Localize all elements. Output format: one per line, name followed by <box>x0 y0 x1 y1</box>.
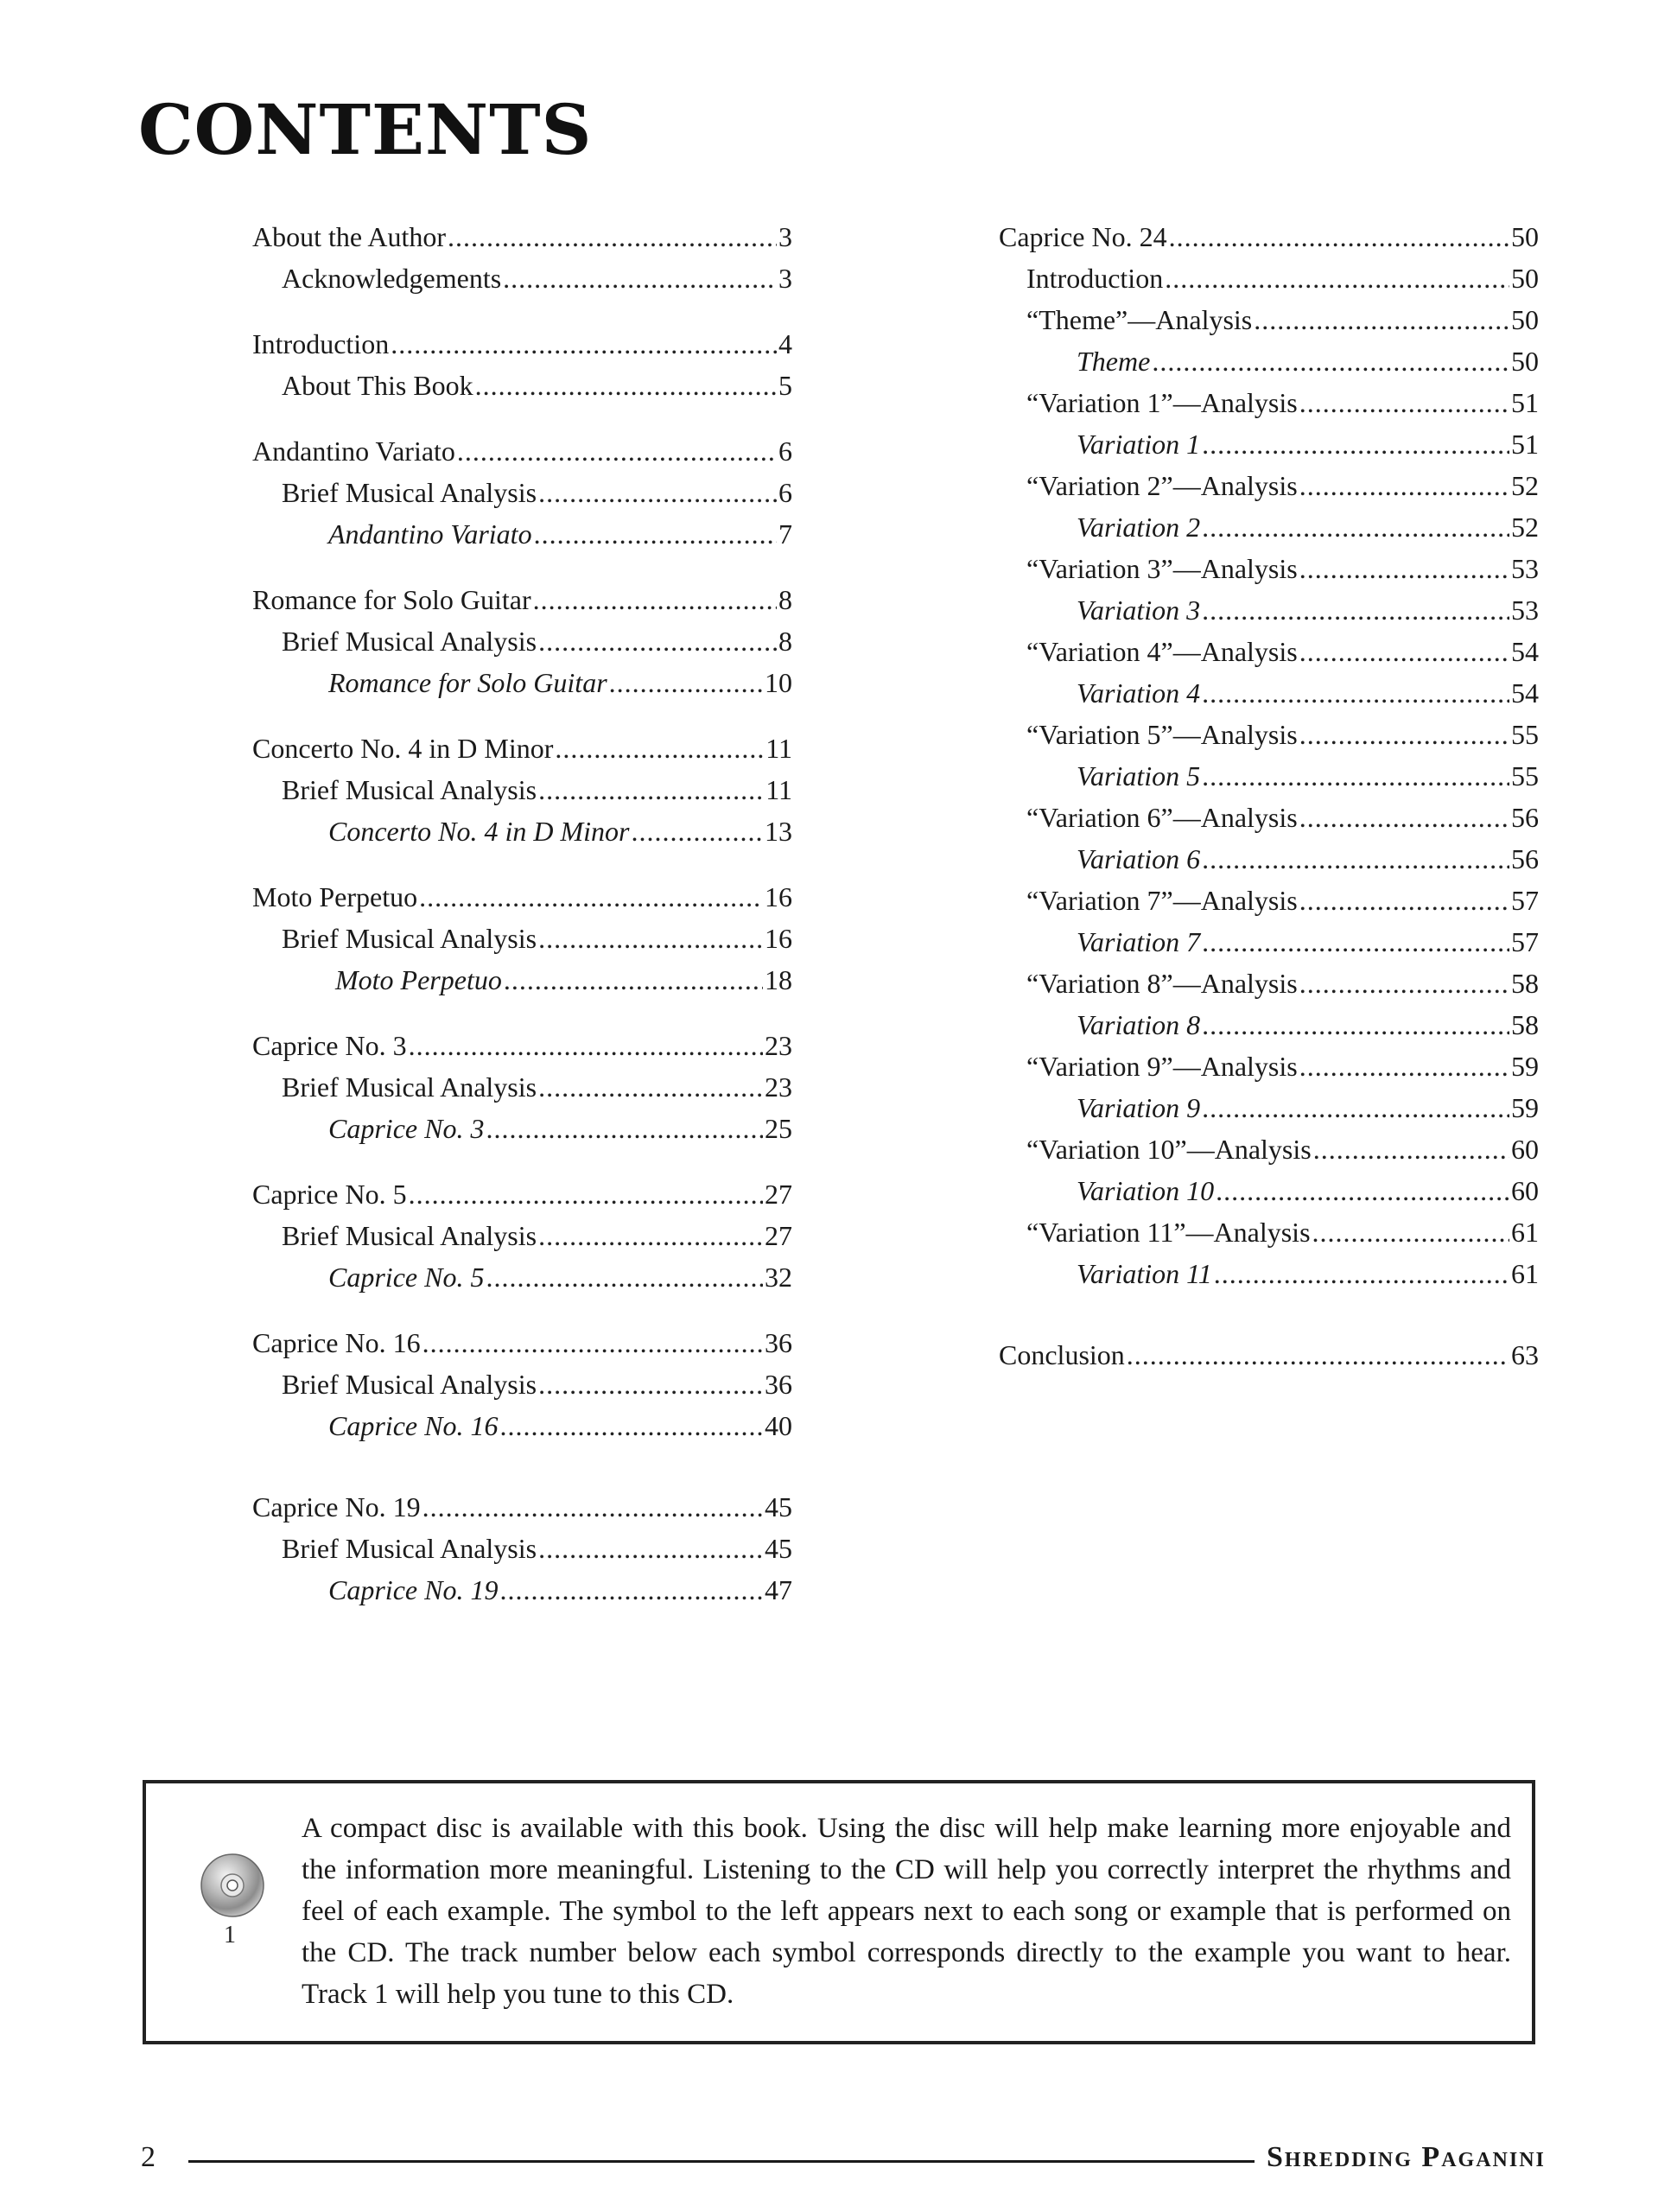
dot-leader <box>1299 465 1509 506</box>
toc-entry[interactable] <box>252 918 792 959</box>
toc-entry[interactable] <box>999 672 1539 714</box>
toc-entry-label: Variation 3 <box>1077 594 1201 626</box>
dot-leader <box>422 1322 763 1363</box>
dot-leader <box>631 810 763 852</box>
toc-entry-label: “Variation 11”—Analysis <box>1026 1217 1311 1248</box>
toc-entry-page: 56 <box>1511 843 1539 874</box>
dot-leader <box>555 728 764 769</box>
toc-entry[interactable] <box>999 299 1539 340</box>
dot-leader <box>538 472 777 513</box>
toc-entry[interactable] <box>252 876 792 918</box>
toc-entry-label: Andantino Variato <box>252 435 455 467</box>
toc-entry-label: Caprice No. 3 <box>252 1030 407 1061</box>
toc-entry[interactable] <box>999 963 1539 1004</box>
dot-leader <box>1299 1046 1509 1087</box>
toc-entry[interactable] <box>252 1025 792 1066</box>
toc-entry-page: 57 <box>1511 885 1539 916</box>
toc-entry[interactable] <box>252 959 792 1001</box>
toc-entry-page: 51 <box>1511 387 1539 418</box>
toc-entry-label: Caprice No. 19 <box>328 1574 499 1605</box>
toc-entry-page: 6 <box>778 477 792 508</box>
toc-entry[interactable] <box>252 1486 792 1528</box>
toc-entry-page: 16 <box>765 881 792 912</box>
toc-left-column <box>252 216 792 1611</box>
page-number: 2 <box>141 2141 156 2173</box>
toc-entry-page: 3 <box>778 221 792 252</box>
toc-entry[interactable] <box>252 1405 792 1446</box>
toc-entry[interactable] <box>999 382 1539 423</box>
dot-leader <box>448 216 777 257</box>
toc-entry-label: Brief Musical Analysis <box>282 1220 537 1251</box>
toc-entry[interactable] <box>252 472 792 513</box>
toc-entry[interactable] <box>999 1087 1539 1128</box>
toc-entry-page: 25 <box>765 1113 792 1144</box>
toc-entry[interactable] <box>252 1173 792 1215</box>
toc-entry-page: 27 <box>765 1220 792 1251</box>
toc-entry-page: 59 <box>1511 1092 1539 1123</box>
toc-entry-page: 11 <box>765 733 792 764</box>
toc-entry-page: 16 <box>765 923 792 954</box>
toc-entry-label: Acknowledgements <box>282 263 502 294</box>
page-title: CONTENTS <box>138 89 593 170</box>
footer-rule <box>188 2160 1255 2163</box>
dot-leader <box>1254 299 1509 340</box>
toc-entry-page: 8 <box>778 626 792 657</box>
dot-leader <box>538 1363 763 1405</box>
toc-entry-label: “Variation 1”—Analysis <box>1026 387 1298 418</box>
toc-entry[interactable] <box>252 1108 792 1149</box>
toc-entry[interactable] <box>252 430 792 472</box>
toc-entry-page: 53 <box>1511 594 1539 626</box>
toc-entry[interactable] <box>252 769 792 810</box>
toc-entry[interactable] <box>252 662 792 703</box>
toc-entry[interactable] <box>252 365 792 406</box>
toc-entry-label: Introduction <box>1026 263 1164 294</box>
toc-entry-label: “Variation 8”—Analysis <box>1026 968 1298 999</box>
toc-entry-label: “Variation 5”—Analysis <box>1026 719 1298 750</box>
toc-entry-label: “Variation 2”—Analysis <box>1026 470 1298 501</box>
toc-entry-page: 4 <box>778 328 792 359</box>
dot-leader <box>486 1108 763 1149</box>
toc-entry-label: Caprice No. 24 <box>999 221 1167 252</box>
toc-entry-page: 3 <box>778 263 792 294</box>
toc-entry[interactable] <box>999 548 1539 589</box>
toc-entry-label: Caprice No. 16 <box>252 1327 421 1358</box>
toc-entry-page: 61 <box>1511 1258 1539 1289</box>
toc-entry-label: Andantino Variato <box>328 518 532 550</box>
toc-entry[interactable] <box>252 1569 792 1611</box>
dot-leader <box>1202 423 1509 465</box>
toc-entry-page: 53 <box>1511 553 1539 584</box>
dot-leader <box>1165 257 1509 299</box>
dot-leader <box>538 1066 763 1108</box>
toc-entry-label: Romance for Solo Guitar <box>252 584 531 615</box>
toc-entry-page: 50 <box>1511 263 1539 294</box>
dot-leader <box>538 769 764 810</box>
toc-entry[interactable] <box>999 216 1539 257</box>
toc-entry-label: Caprice No. 5 <box>328 1262 485 1293</box>
toc-entry[interactable] <box>999 631 1539 672</box>
toc-entry[interactable] <box>252 1363 792 1405</box>
dot-leader <box>538 620 777 662</box>
toc-entry[interactable] <box>999 589 1539 631</box>
toc-entry-label: Caprice No. 16 <box>328 1410 499 1441</box>
dot-leader <box>1169 216 1509 257</box>
toc-entry[interactable] <box>999 1211 1539 1253</box>
toc-entry-page: 63 <box>1511 1339 1539 1370</box>
toc-entry[interactable] <box>999 1004 1539 1046</box>
dot-leader <box>457 430 777 472</box>
toc-entry[interactable] <box>999 340 1539 382</box>
toc-entry-page: 60 <box>1511 1134 1539 1165</box>
toc-entry-page: 36 <box>765 1327 792 1358</box>
toc-entry[interactable] <box>252 1215 792 1256</box>
toc-entry-label: “Variation 4”—Analysis <box>1026 636 1298 667</box>
toc-entry[interactable] <box>999 797 1539 838</box>
toc-entry[interactable] <box>999 921 1539 963</box>
toc-entry-label: Variation 5 <box>1077 760 1201 791</box>
toc-entry-label: Variation 11 <box>1077 1258 1212 1289</box>
toc-entry[interactable] <box>252 323 792 365</box>
toc-entry-label: Moto Perpetuo <box>252 881 418 912</box>
toc-entry-page: 59 <box>1511 1051 1539 1082</box>
toc-entry-page: 51 <box>1511 429 1539 460</box>
toc-entry[interactable] <box>252 1322 792 1363</box>
toc-entry-label: “Variation 6”—Analysis <box>1026 802 1298 833</box>
cd-notice-box <box>143 1780 1535 2044</box>
toc-entry-label: Variation 9 <box>1077 1092 1201 1123</box>
dot-leader <box>409 1173 763 1215</box>
toc-entry[interactable] <box>252 1528 792 1569</box>
toc-entry[interactable] <box>252 216 792 257</box>
dot-leader <box>1202 1087 1509 1128</box>
dot-leader <box>1152 340 1509 382</box>
toc-entry-label: Variation 4 <box>1077 677 1201 709</box>
toc-entry-label: Introduction <box>252 328 390 359</box>
toc-entry-label: Brief Musical Analysis <box>282 774 537 805</box>
toc-entry-page: 50 <box>1511 304 1539 335</box>
dot-leader <box>1216 1170 1509 1211</box>
toc-entry-page: 6 <box>778 435 792 467</box>
dot-leader <box>1312 1211 1509 1253</box>
cd-track-number: 1 <box>224 1922 236 1948</box>
toc-entry[interactable] <box>252 810 792 852</box>
dot-leader <box>1202 589 1509 631</box>
toc-entry-label: About the Author <box>252 221 446 252</box>
toc-entry-label: Conclusion <box>999 1339 1125 1370</box>
toc-entry[interactable] <box>999 1253 1539 1294</box>
dot-leader <box>1202 506 1509 548</box>
toc-entry-label: Caprice No. 19 <box>252 1491 421 1522</box>
toc-entry-page: 36 <box>765 1369 792 1400</box>
toc-entry-page: 50 <box>1511 221 1539 252</box>
dot-leader <box>419 876 763 918</box>
toc-entry-page: 55 <box>1511 760 1539 791</box>
toc-entry[interactable] <box>999 257 1539 299</box>
dot-leader <box>1299 963 1509 1004</box>
toc-entry-label: Caprice No. 3 <box>328 1113 485 1144</box>
toc-entry[interactable] <box>252 257 792 299</box>
toc-entry-page: 27 <box>765 1179 792 1210</box>
toc-entry-page: 60 <box>1511 1175 1539 1206</box>
toc-entry-label: Variation 8 <box>1077 1009 1201 1040</box>
toc-entry-label: Brief Musical Analysis <box>282 923 537 954</box>
toc-entry-label: Brief Musical Analysis <box>282 1369 537 1400</box>
dot-leader <box>538 1528 763 1569</box>
toc-entry-page: 58 <box>1511 968 1539 999</box>
dot-leader <box>499 1569 763 1611</box>
toc-entry-label: Variation 2 <box>1077 512 1201 543</box>
dot-leader <box>609 662 763 703</box>
dot-leader <box>1313 1128 1509 1170</box>
dot-leader <box>503 257 777 299</box>
dot-leader <box>538 918 763 959</box>
dot-leader <box>391 323 777 365</box>
toc-entry-label: Brief Musical Analysis <box>282 626 537 657</box>
toc-entry-label: Theme <box>1077 346 1151 377</box>
toc-entry-label: Variation 10 <box>1077 1175 1215 1206</box>
toc-entry[interactable] <box>999 506 1539 548</box>
toc-entry[interactable] <box>999 880 1539 921</box>
toc-entry-label: Brief Musical Analysis <box>282 1071 537 1103</box>
toc-entry[interactable] <box>999 714 1539 755</box>
toc-entry[interactable] <box>999 1170 1539 1211</box>
compact-disc-icon <box>200 1853 265 1918</box>
dot-leader <box>1202 921 1509 963</box>
dot-leader <box>486 1256 763 1298</box>
dot-leader <box>1299 631 1509 672</box>
toc-entry-page: 56 <box>1511 802 1539 833</box>
toc-entry-page: 18 <box>765 964 792 995</box>
toc-entry[interactable] <box>999 465 1539 506</box>
dot-leader <box>534 513 777 555</box>
toc-entry-label: “Variation 10”—Analysis <box>1026 1134 1312 1165</box>
toc-entry-label: “Variation 9”—Analysis <box>1026 1051 1298 1082</box>
toc-entry-label: About This Book <box>282 370 473 401</box>
toc-entry-page: 47 <box>765 1574 792 1605</box>
toc-entry-page: 61 <box>1511 1217 1539 1248</box>
dot-leader <box>1202 672 1509 714</box>
dot-leader <box>1202 755 1509 797</box>
dot-leader <box>1202 1004 1509 1046</box>
toc-entry-label: “Theme”—Analysis <box>1026 304 1253 335</box>
toc-entry-page: 52 <box>1511 470 1539 501</box>
toc-entry[interactable] <box>999 838 1539 880</box>
dot-leader <box>1299 797 1509 838</box>
running-footer-title: Shredding Paganini <box>1267 2141 1546 2173</box>
toc-entry[interactable] <box>252 513 792 555</box>
toc-entry[interactable] <box>999 1334 1539 1376</box>
toc-entry-page: 50 <box>1511 346 1539 377</box>
toc-entry[interactable] <box>999 755 1539 797</box>
toc-entry-page: 45 <box>765 1491 792 1522</box>
toc-entry-page: 23 <box>765 1030 792 1061</box>
toc-entry[interactable] <box>999 423 1539 465</box>
dot-leader <box>409 1025 763 1066</box>
toc-entry-label: Concerto No. 4 in D Minor <box>252 733 554 764</box>
toc-entry-page: 7 <box>778 518 792 550</box>
toc-entry-label: “Variation 7”—Analysis <box>1026 885 1298 916</box>
dot-leader <box>538 1215 763 1256</box>
toc-entry[interactable] <box>252 579 792 620</box>
toc-entry-page: 57 <box>1511 926 1539 957</box>
dot-leader <box>1214 1253 1509 1294</box>
dot-leader <box>504 959 763 1001</box>
dot-leader <box>1299 548 1509 589</box>
toc-entry-page: 10 <box>765 667 792 698</box>
toc-entry-label: Variation 6 <box>1077 843 1201 874</box>
toc-entry[interactable] <box>999 1128 1539 1170</box>
dot-leader <box>1127 1334 1509 1376</box>
toc-entry-page: 11 <box>765 774 792 805</box>
toc-entry[interactable] <box>252 620 792 662</box>
dot-leader <box>499 1405 763 1446</box>
dot-leader <box>475 365 777 406</box>
dot-leader <box>533 579 777 620</box>
toc-entry-label: Romance for Solo Guitar <box>328 667 607 698</box>
toc-entry-page: 23 <box>765 1071 792 1103</box>
dot-leader <box>1202 838 1509 880</box>
toc-entry-label: Brief Musical Analysis <box>282 1533 537 1564</box>
toc-entry-label: Concerto No. 4 in D Minor <box>328 816 630 847</box>
toc-entry-page: 54 <box>1511 677 1539 709</box>
toc-entry-page: 54 <box>1511 636 1539 667</box>
toc-entry-page: 32 <box>765 1262 792 1293</box>
toc-entry-label: Moto Perpetuo <box>335 964 502 995</box>
toc-entry-page: 5 <box>778 370 792 401</box>
toc-entry-page: 40 <box>765 1410 792 1441</box>
dot-leader <box>1299 382 1509 423</box>
toc-entry-label: Variation 1 <box>1077 429 1201 460</box>
toc-entry[interactable] <box>999 1046 1539 1087</box>
toc-entry-page: 45 <box>765 1533 792 1564</box>
toc-entry[interactable] <box>252 1256 792 1298</box>
cd-notice-text: A compact disc is available with this book. Using the disc will help make learning more enjoyable and the information more meaningful. Listening to the CD will help you correctly interpret the rhythms and feel of each example. The symbol to the left appears next to each song or example that is performed on the CD. The track number below each symbol corresponds directly to the example you want to hear. Track 1 will help you tune to this CD. <box>302 1813 1511 2010</box>
toc-entry[interactable] <box>252 728 792 769</box>
toc-entry-label: Brief Musical Analysis <box>282 477 537 508</box>
dot-leader <box>1299 714 1509 755</box>
toc-entry[interactable] <box>252 1066 792 1108</box>
toc-entry-label: “Variation 3”—Analysis <box>1026 553 1298 584</box>
toc-entry-label: Variation 7 <box>1077 926 1201 957</box>
dot-leader <box>1299 880 1509 921</box>
toc-entry-page: 58 <box>1511 1009 1539 1040</box>
toc-entry-page: 55 <box>1511 719 1539 750</box>
toc-right-column <box>999 216 1539 1376</box>
toc-entry-label: Caprice No. 5 <box>252 1179 407 1210</box>
toc-entry-page: 8 <box>778 584 792 615</box>
dot-leader <box>422 1486 763 1528</box>
toc-entry-page: 13 <box>765 816 792 847</box>
toc-entry-page: 52 <box>1511 512 1539 543</box>
